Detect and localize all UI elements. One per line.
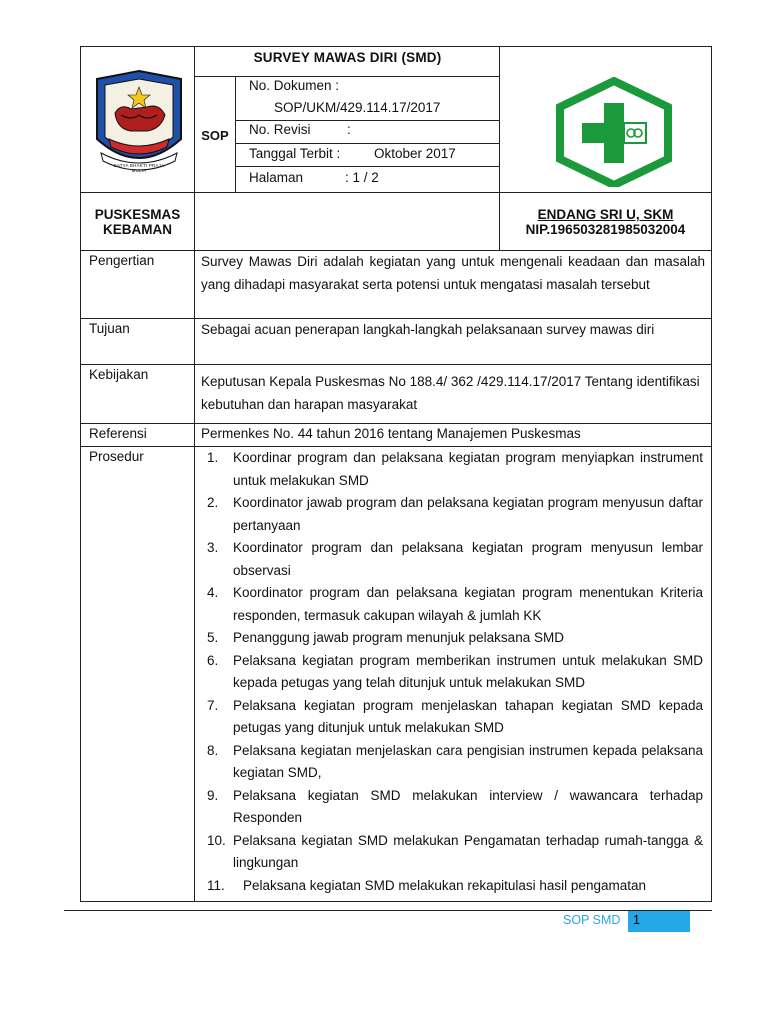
procedure-step-number: 4. bbox=[207, 585, 219, 600]
procedure-step bbox=[201, 627, 703, 650]
procedure-step bbox=[201, 492, 703, 537]
signer-block bbox=[500, 193, 711, 251]
procedure-step-number: 10. bbox=[207, 832, 226, 848]
procedure-step-number: 7. bbox=[207, 697, 219, 713]
section-prosedur: Prosedur 1. Koordinar program dan pelaksana kegiatan program menyiapkan instrument untuk melakukan SMD 2. Koordinator jawab program dan pelaksana kegiatan program menyusun daftar pertanyaan 3. Koordinator program dan pelaksana kegiatan program menyusun lembar observasi 4. Koordinator program dan pelaksana kegiatan program menentukan Kriteria responden, termasuk cakupan wilayah & jumlah KK 5. Penanggung jawab program menunjuk pelaksana SMD 6. Pelaksana kegiatan program memberikan instrumen untuk melakukan SMD kepada petugas yang telah ditunjuk untuk melakukan SMD 7. Pelaksana kegiatan program menjelaskan tahapan kegiatan SMD kepada petugas yang ditunjuk untuk melakukan SMD 8. Pelaksana kegiatan menjelaskan cara pengisian instrumen kepada pelaksana kegiatan SMD, 9. Pelaksana kegiatan SMD melakukan interview / wawancara terhadap Responden 10. Pelaksana kegiatan SMD melakukan Pengamatan terhadap rumah-tangga & lingkungan 11. Pelaksana kegiatan SMD melakukan rekapitulasi hasil pengamatan bbox=[81, 447, 711, 901]
logo-motto: SATYA BHAKTI PRAJA MULIA bbox=[113, 163, 165, 173]
meta-no-revisi: No. Revisi : bbox=[236, 121, 500, 144]
procedure-step bbox=[201, 740, 703, 785]
signer-name: ENDANG SRI U, SKM bbox=[537, 207, 674, 222]
procedure-step-number: 9. bbox=[207, 787, 219, 803]
procedure-step bbox=[201, 875, 703, 898]
section-pengertian: Pengertian Survey Mawas Diri adalah kegiatan yang untuk mengenali keadaan dan masalah yang dihadapi masyarakat serta potensi untuk mengatasi masalah tersebut bbox=[81, 251, 711, 319]
procedure-step bbox=[201, 650, 703, 695]
procedure-step-number: 8. bbox=[207, 742, 219, 758]
procedure-step-text: Koordinator jawab program dan pelaksana kegiatan program menyusun daftar pertanyaan bbox=[233, 495, 703, 533]
sop-document bbox=[80, 46, 712, 902]
section-tujuan: Tujuan Sebagai acuan penerapan langkah-langkah pelaksanaan survey mawas diri bbox=[81, 319, 711, 365]
procedure-step-number: 2. bbox=[207, 495, 219, 510]
meta-tanggal-terbit: Tanggal Terbit : Oktober 2017 bbox=[236, 144, 500, 167]
procedure-step bbox=[201, 785, 703, 830]
procedure-step-text: Koordinar program dan pelaksana kegiatan program menyiapkan instrument untuk melakukan SMD bbox=[233, 450, 703, 488]
procedure-step-number: 3. bbox=[207, 540, 219, 555]
section-kebijakan: Kebijakan Keputusan Kepala Puskesmas No 188.4/ 362 /429.114.17/2017 Tentang identifikasi kebutuhan dan harapan masyarakat bbox=[81, 365, 711, 424]
procedure-step bbox=[201, 447, 703, 492]
footer-page-number: 1 bbox=[628, 911, 690, 932]
procedure-step bbox=[201, 830, 703, 875]
meta-no-dokumen: No. Dokumen : bbox=[249, 78, 340, 93]
procedure-step-text: Pelaksana kegiatan program menjelaskan tahapan kegiatan SMD kepada petugas yang ditunjuk untuk melakukan SMD bbox=[233, 697, 703, 735]
procedure-step bbox=[201, 582, 703, 627]
procedure-step-number: 11. bbox=[207, 877, 225, 893]
puskesmas-name: PUSKESMAS KEBAMAN bbox=[81, 193, 195, 251]
procedure-step-text: Penanggung jawab program menunjuk pelaksana SMD bbox=[233, 630, 564, 645]
header-info-cell bbox=[195, 47, 500, 193]
procedure-step-text: Pelaksana kegiatan menjelaskan cara pengisian instrumen kepada pelaksana kegiatan SMD, bbox=[233, 742, 703, 780]
procedure-step-text: Pelaksana kegiatan SMD melakukan rekapitulasi hasil pengamatan bbox=[243, 877, 646, 893]
procedure-step-number: 1. bbox=[207, 450, 219, 465]
procedure-step bbox=[201, 695, 703, 740]
puskesmas-logo-icon bbox=[552, 77, 676, 187]
regency-logo-cell bbox=[81, 47, 195, 193]
puskesmas-logo-cell bbox=[500, 47, 711, 193]
procedure-step-number: 5. bbox=[207, 630, 219, 645]
procedure-step-text: Pelaksana kegiatan SMD melakukan Pengamatan terhadap rumah-tangga & lingkungan bbox=[233, 832, 703, 870]
procedure-step-text: Pelaksana kegiatan SMD melakukan interview / wawancara terhadap Responden bbox=[233, 787, 703, 825]
document-meta bbox=[236, 77, 500, 193]
procedure-step-number: 6. bbox=[207, 652, 219, 668]
meta-halaman: Halaman : 1 / 2 bbox=[249, 170, 379, 185]
procedure-step-text: Koordinator program dan pelaksana kegiatan program menyusun lembar observasi bbox=[233, 540, 703, 578]
procedure-step-text: Pelaksana kegiatan program memberikan instrumen untuk melakukan SMD kepada petugas yang telah ditunjuk untuk melakukan SMD bbox=[233, 652, 703, 690]
document-header bbox=[81, 47, 711, 193]
footer-divider bbox=[64, 910, 712, 911]
section-referensi: Referensi Permenkes No. 44 tahun 2016 tentang Manajemen Puskesmas bbox=[81, 424, 711, 447]
document-title: SURVEY MAWAS DIRI (SMD) bbox=[195, 47, 500, 77]
procedure-step bbox=[201, 537, 703, 582]
procedure-step-text: Koordinator program dan pelaksana kegiatan program menentukan Kriteria responden, termasuk cakupan wilayah & jumlah KK bbox=[233, 585, 703, 623]
footer-doc-label: SOP SMD bbox=[563, 913, 621, 927]
procedure-list bbox=[201, 447, 703, 897]
organization-row bbox=[81, 193, 711, 251]
signer-nip: NIP.196503281985032004 bbox=[525, 222, 686, 237]
sop-label: SOP bbox=[195, 77, 236, 193]
meta-no-dokumen-value: SOP/UKM/429.114.17/2017 bbox=[236, 100, 500, 121]
signature-space bbox=[195, 193, 500, 251]
